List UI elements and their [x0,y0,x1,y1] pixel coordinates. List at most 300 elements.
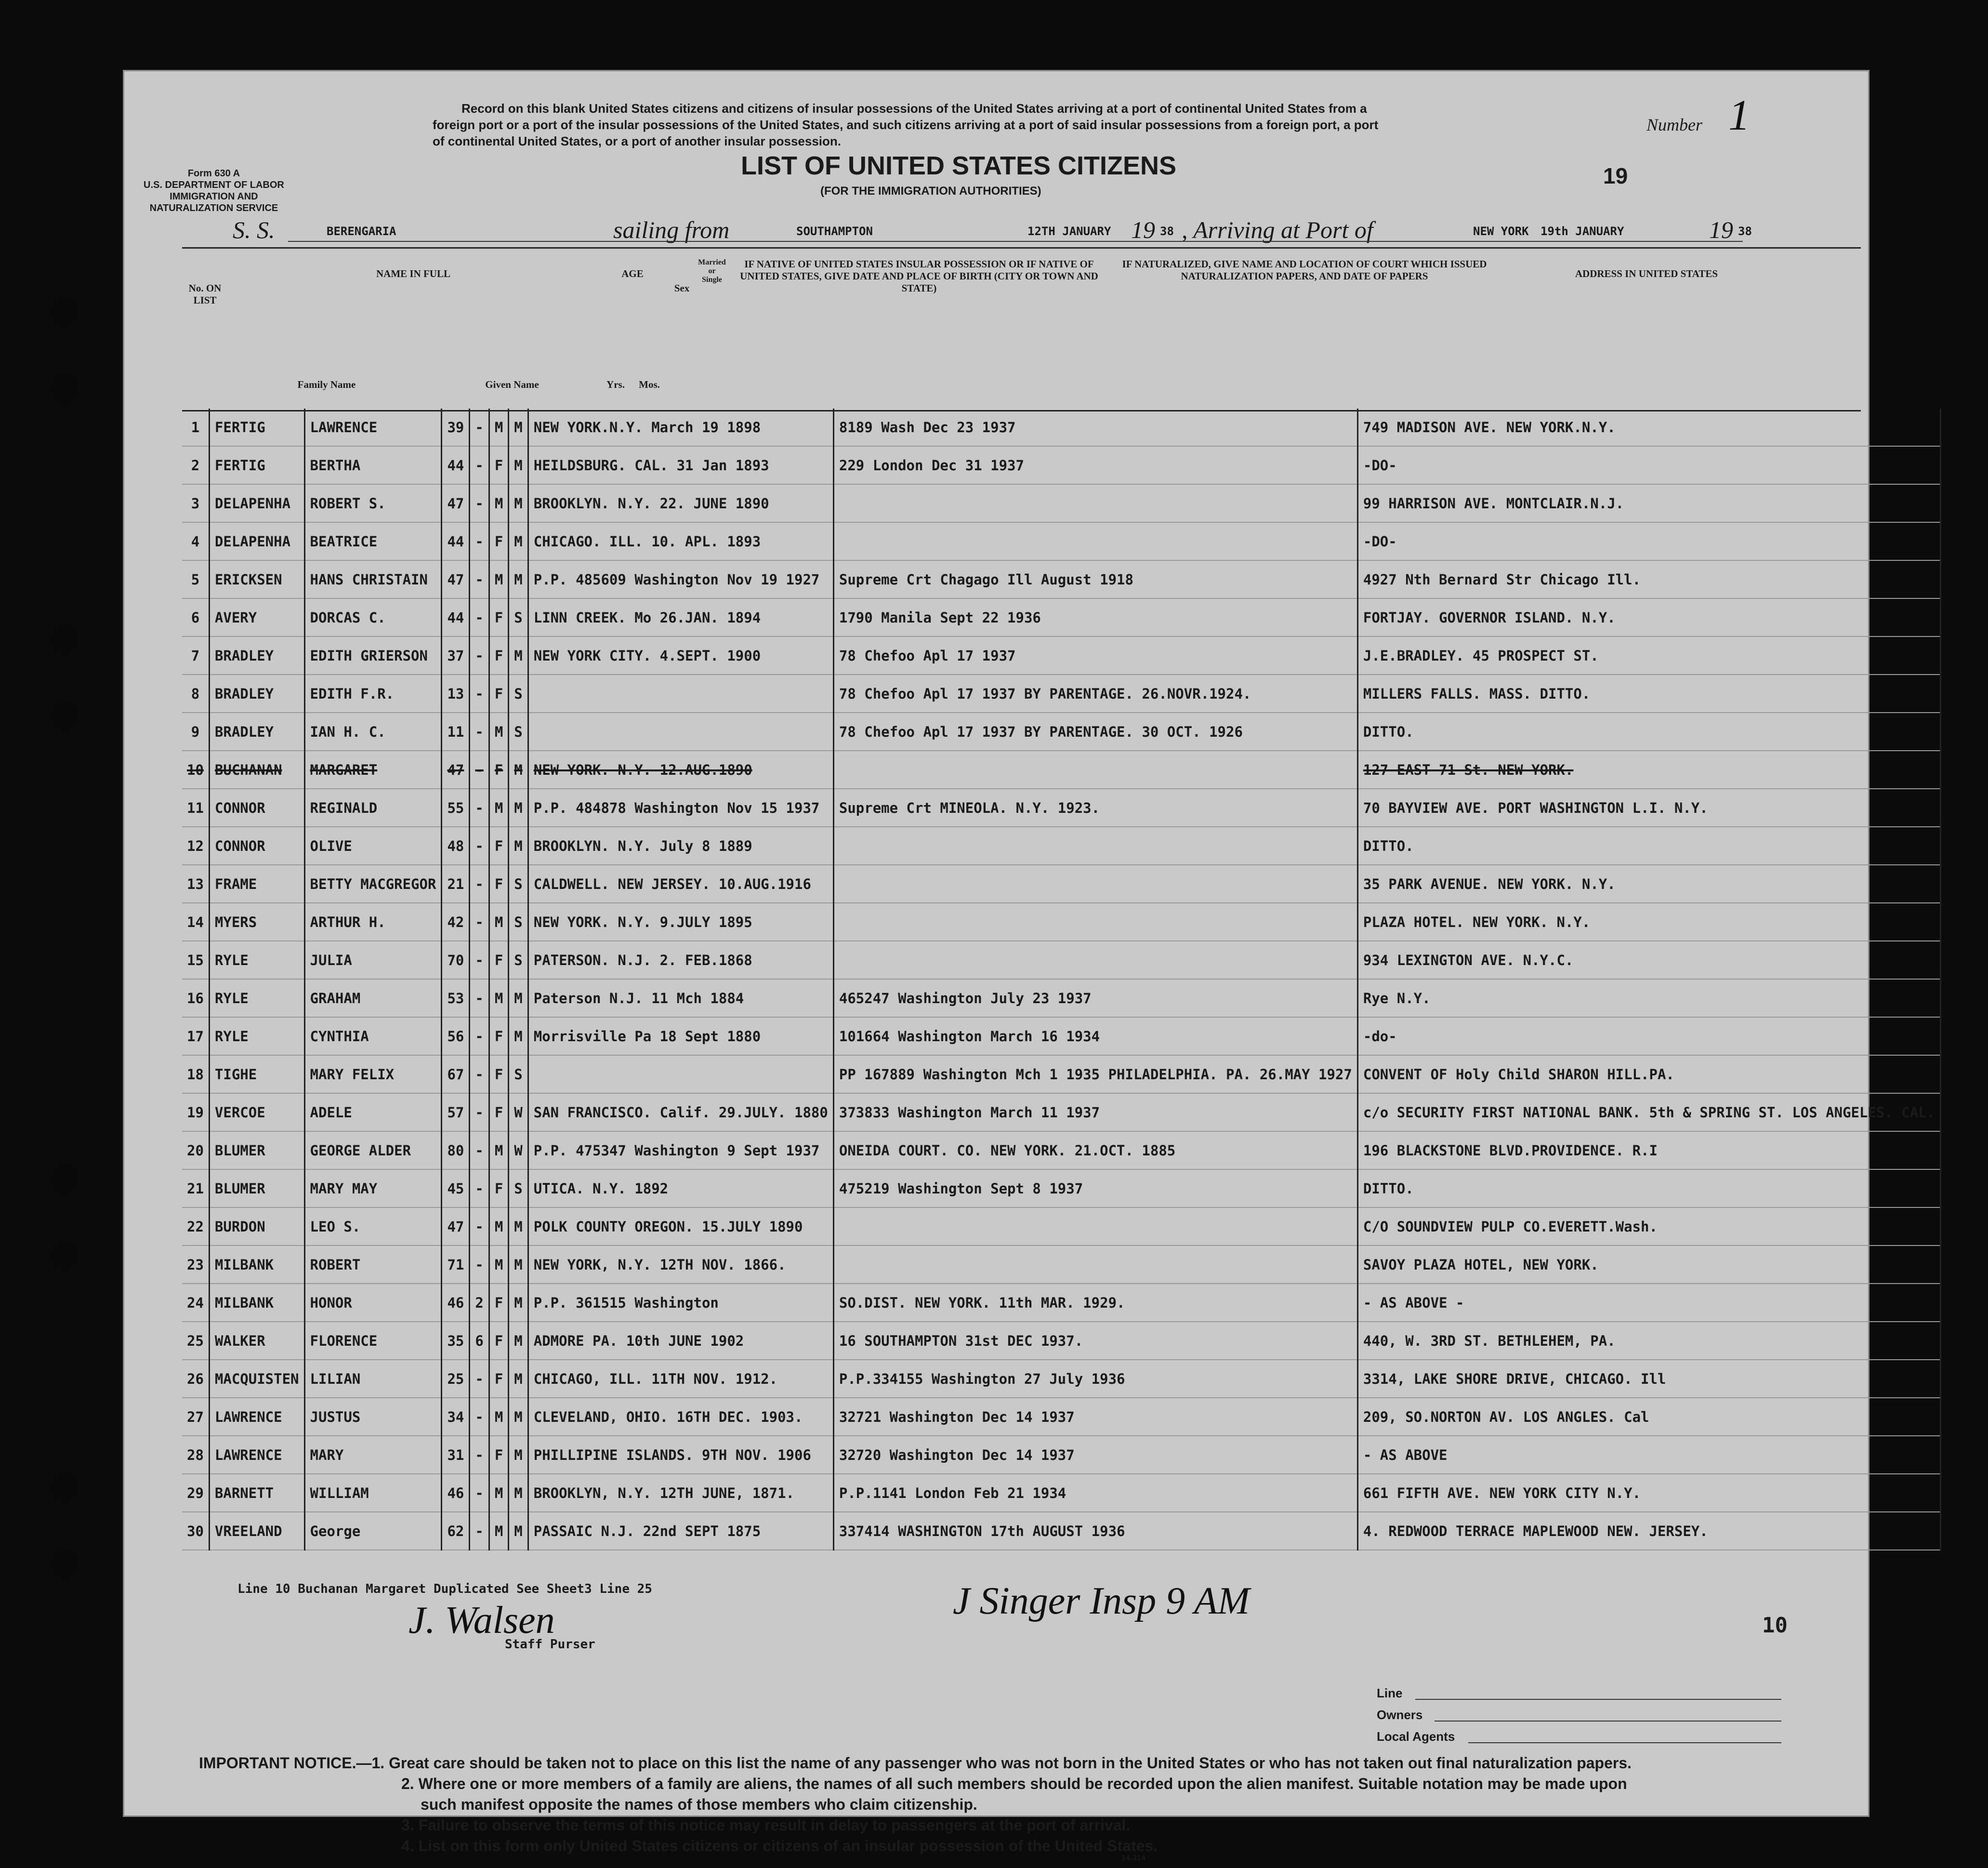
birth-place-date: NEW YORK.N.Y. March 19 1898 [528,409,833,446]
col-age: AGE [621,268,644,279]
family-name: BUCHANAN [209,751,304,789]
col-naturalized: IF NATURALIZED, GIVE NAME AND LOCATION OF COURT WHICH ISSUED NATURALIZATION PAPERS, AND DATE OF PAPERS [1122,258,1487,282]
number-label: Number [1646,115,1702,134]
table-row [182,979,1941,1017]
age-years: 39 [442,409,470,446]
marital-status: S [509,1055,528,1093]
table-row [182,1284,1941,1322]
naturalization [833,1207,1357,1245]
address: -do- [1357,1017,1940,1055]
marital-status: M [509,827,528,865]
address: MILLERS FALLS. MASS. DITTO. [1357,675,1940,713]
row-number: 30 [182,1512,209,1550]
naturalization [833,827,1357,865]
naturalization: 16 SOUTHAMPTON 31st DEC 1937. [833,1322,1357,1360]
marital-status: M [509,409,528,446]
age-months: - [470,941,489,979]
age-months: - [470,522,489,560]
marital-status: M [509,1322,528,1360]
given-name: BETTY MACGREGOR [304,865,442,903]
age-years: 70 [442,941,470,979]
table-row [182,522,1941,560]
age-months: - [470,751,489,789]
footer-note: Line 10 Buchanan Margaret Duplicated See Sheet3 Line 25 [237,1582,652,1596]
age-years: 67 [442,1055,470,1093]
age-years: 42 [442,903,470,941]
row-number: 16 [182,979,209,1017]
table-row [182,1398,1941,1436]
marital-status: M [509,1436,528,1474]
year-to: 38 [1738,225,1752,238]
line-label: Line [1377,1686,1403,1700]
age-years: 44 [442,522,470,560]
naturalization: 32720 Washington Dec 14 1937 [833,1436,1357,1474]
form-header-left [144,168,284,214]
table-row [182,1245,1941,1284]
marital-status: M [509,446,528,484]
row-number: 25 [182,1322,209,1360]
row-number: 21 [182,1169,209,1207]
address: 4. REDWOOD TERRACE MAPLEWOOD NEW. JERSEY. [1357,1512,1940,1550]
age-months: - [470,484,489,522]
sex: M [489,484,508,522]
passenger-table [182,409,1941,1550]
row-number: 2 [182,446,209,484]
age-months: - [470,446,489,484]
row-number: 27 [182,1398,209,1436]
family-name: BRADLEY [209,675,304,713]
age-months: - [470,1398,489,1436]
ss-label: S. S. [233,216,275,243]
table-row [182,789,1941,827]
department-sub: IMMIGRATION AND [170,191,258,202]
table-row [182,675,1941,713]
manifest-sheet [123,70,1935,1862]
given-name: BERTHA [304,446,442,484]
table-row [182,865,1941,903]
row-number: 4 [182,522,209,560]
address: DITTO. [1357,713,1940,751]
birth-place-date: P.P. 475347 Washington 9 Sept 1937 [528,1131,833,1169]
marital-status: S [509,903,528,941]
col-address: ADDRESS IN UNITED STATES [1575,268,1718,279]
age-months: - [470,827,489,865]
given-name: ROBERT [304,1245,442,1284]
sex: M [489,1474,508,1512]
age-years: 48 [442,827,470,865]
birth-place-date: PASSAIC N.J. 22nd SEPT 1875 [528,1512,833,1550]
row-number: 24 [182,1284,209,1322]
table-row [182,560,1941,598]
department: U.S. DEPARTMENT OF LABOR [144,180,284,190]
age-months: - [470,1131,489,1169]
age-months: - [470,979,489,1017]
form-number: Form 630 A [187,168,240,179]
family-name: FERTIG [209,409,304,446]
address: 127 EAST 71 St. NEW YORK. [1357,751,1940,789]
department-sub: NATURALIZATION SERVICE [149,203,278,213]
marital-status: S [509,713,528,751]
age-months: 2 [470,1284,489,1322]
age-months: - [470,409,489,446]
table-row [182,1017,1941,1055]
age-months: - [470,713,489,751]
naturalization: 475219 Washington Sept 8 1937 [833,1169,1357,1207]
birth-place-date: BROOKLYN. N.Y. 22. JUNE 1890 [528,484,833,522]
instructions-line: Record on this blank United States citizens and citizens of insular possessions of the United States arriving at a port of continental United States from a [461,101,1367,116]
naturalization: 337414 WASHINGTON 17th AUGUST 1936 [833,1512,1357,1550]
row-number: 15 [182,941,209,979]
instructions-line: of continental United States, or a port of another insular possession. [433,134,841,148]
marital-status: M [509,751,528,789]
year-prefix: 19 [1709,216,1733,243]
birth-place-date: CALDWELL. NEW JERSEY. 10.AUG.1916 [528,865,833,903]
inspector-signature: J Singer Insp 9 AM [953,1580,1250,1622]
age-years: 47 [442,751,470,789]
instructions [433,100,1378,149]
age-years: 21 [442,865,470,903]
naturalization [833,484,1357,522]
row-number: 10 [182,751,209,789]
sex: F [489,1322,508,1360]
row-number: 9 [182,713,209,751]
family-name: VERCOE [209,1093,304,1131]
marital-status: S [509,598,528,636]
birth-place-date: Paterson N.J. 11 Mch 1884 [528,979,833,1017]
address: c/o SECURITY FIRST NATIONAL BANK. 5th & SPRING ST. LOS ANGELES. CAL. [1357,1093,1940,1131]
age-years: 47 [442,560,470,598]
naturalization: 373833 Washington March 11 1937 [833,1093,1357,1131]
family-name: FRAME [209,865,304,903]
row-number: 8 [182,675,209,713]
purser-signature: J. Walsen [408,1599,555,1642]
naturalization: 32721 Washington Dec 14 1937 [833,1398,1357,1436]
birth-place-date [528,713,833,751]
row-number: 7 [182,636,209,675]
address: J.E.BRADLEY. 45 PROSPECT ST. [1357,636,1940,675]
family-name: RYLE [209,979,304,1017]
sex: M [489,903,508,941]
given-name: LILIAN [304,1360,442,1398]
naturalization: 465247 Washington July 23 1937 [833,979,1357,1017]
given-name: DORCAS C. [304,598,442,636]
year-mark: 19 [1603,163,1628,188]
age-months: - [470,560,489,598]
family-name: DELAPENHA [209,522,304,560]
naturalization: PP 167889 Washington Mch 1 1935 PHILADELPHIA. PA. 26.MAY 1927 [833,1055,1357,1093]
address: CONVENT OF Holy Child SHARON HILL.PA. [1357,1055,1940,1093]
sex: F [489,1055,508,1093]
row-number: 28 [182,1436,209,1474]
notice-item-2-cont: such manifest opposite the names of those members who claim citizenship. [421,1796,977,1813]
family-name: ERICKSEN [209,560,304,598]
age-years: 44 [442,446,470,484]
column-header [182,247,1861,411]
address: 4927 Nth Bernard Str Chicago Ill. [1357,560,1940,598]
family-name: TIGHE [209,1055,304,1093]
col-sex: Sex [674,282,690,294]
row-number: 1 [182,409,209,446]
address: FORTJAY. GOVERNOR ISLAND. N.Y. [1357,598,1940,636]
family-name: MACQUISTEN [209,1360,304,1398]
table-row [182,1512,1941,1550]
age-months: - [470,1207,489,1245]
address: Rye N.Y. [1357,979,1940,1017]
naturalization: 78 Chefoo Apl 17 1937 BY PARENTAGE. 26.NOVR.1924. [833,675,1357,713]
family-name: VREELAND [209,1512,304,1550]
row-number: 26 [182,1360,209,1398]
age-months: - [470,1474,489,1512]
agents-rule [1468,1742,1781,1743]
sex: F [489,446,508,484]
given-name: George [304,1512,442,1550]
birth-place-date: POLK COUNTY OREGON. 15.JULY 1890 [528,1207,833,1245]
sex: F [489,636,508,675]
row-number: 6 [182,598,209,636]
sex: M [489,789,508,827]
marital-status: M [509,979,528,1017]
table-row [182,827,1941,865]
family-name: AVERY [209,598,304,636]
binder-hole [51,371,79,405]
sailing-label: sailing from [613,216,730,243]
naturalization: 8189 Wash Dec 23 1937 [833,409,1357,446]
col-mos: Mos. [639,379,660,390]
address: 749 MADISON AVE. NEW YORK.N.Y. [1357,409,1940,446]
local-agents-label: Local Agents [1377,1729,1455,1744]
age-years: 62 [442,1512,470,1550]
notice-item-3: 3. Failure to observe the terms of this notice may result in delay to passengers at the port of arrival. [401,1816,1131,1834]
address: 99 HARRISON AVE. MONTCLAIR.N.J. [1357,484,1940,522]
table-row [182,484,1941,522]
age-years: 80 [442,1131,470,1169]
sex: F [489,865,508,903]
age-years: 47 [442,1207,470,1245]
age-years: 13 [442,675,470,713]
table-row [182,446,1941,484]
binder-hole [51,294,79,328]
table-row [182,751,1941,789]
birth-place-date: P.P. 485609 Washington Nov 19 1927 [528,560,833,598]
birth-place-date: UTICA. N.Y. 1892 [528,1169,833,1207]
sex: F [489,1093,508,1131]
naturalization: SO.DIST. NEW YORK. 11th MAR. 1929. [833,1284,1357,1322]
address: C/O SOUNDVIEW PULP CO.EVERETT.Wash. [1357,1207,1940,1245]
sex: F [489,941,508,979]
family-name: LAWRENCE [209,1436,304,1474]
family-name: RYLE [209,1017,304,1055]
col-name-in-full: NAME IN FULL [376,268,450,279]
birth-place-date: CHICAGO, ILL. 11TH NOV. 1912. [528,1360,833,1398]
row-number: 3 [182,484,209,522]
marital-status: M [509,1207,528,1245]
given-name: CYNTHIA [304,1017,442,1055]
ship-name: BERENGARIA [327,225,396,238]
table-row [182,636,1941,675]
family-name: DELAPENHA [209,484,304,522]
age-months: - [470,1017,489,1055]
family-name: BRADLEY [209,636,304,675]
age-years: 37 [442,636,470,675]
notice-item-2: 2. Where one or more members of a family are aliens, the names of all such members should be recorded upon the alien manifest. Suitable notation may be made upon [401,1775,1627,1792]
naturalization: ONEIDA COURT. CO. NEW YORK. 21.OCT. 1885 [833,1131,1357,1169]
marital-status: S [509,941,528,979]
notice-item-4: 4. List on this form only United States citizens or citizens of an insular possession of the United States. [401,1837,1158,1855]
binder-hole [51,699,79,732]
birth-place-date: PHILLIPINE ISLANDS. 9TH NOV. 1906 [528,1436,833,1474]
age-years: 31 [442,1436,470,1474]
notice-item-1: Great care should be taken not to place on this list the name of any passenger who was not born in the United States or who has not taken out final naturalization papers. [389,1754,1632,1772]
naturalization [833,941,1357,979]
address: 440, W. 3RD ST. BETHLEHEM, PA. [1357,1322,1940,1360]
sex: F [489,522,508,560]
family-name: MILBANK [209,1284,304,1322]
naturalization: 78 Chefoo Apl 17 1937 [833,636,1357,675]
row-number: 11 [182,789,209,827]
sex: M [489,1207,508,1245]
family-name: BLUMER [209,1131,304,1169]
age-months: - [470,675,489,713]
form-code: 14-314 [1121,1854,1145,1862]
sex: F [489,1360,508,1398]
age-years: 46 [442,1474,470,1512]
age-years: 71 [442,1245,470,1284]
age-months: - [470,1055,489,1093]
owners-label: Owners [1377,1708,1423,1722]
birth-place-date: BROOKLYN. N.Y. July 8 1889 [528,827,833,865]
binder-hole [51,1161,79,1195]
family-name: CONNOR [209,789,304,827]
table-row [182,1474,1941,1512]
row-number: 14 [182,903,209,941]
marital-status: M [509,1512,528,1550]
naturalization [833,865,1357,903]
age-months: - [470,1360,489,1398]
birth-place-date [528,675,833,713]
binder-hole [51,1470,79,1503]
address: DITTO. [1357,1169,1940,1207]
naturalization: 229 London Dec 31 1937 [833,446,1357,484]
address: SAVOY PLAZA HOTEL, NEW YORK. [1357,1245,1940,1284]
binder-hole [51,622,79,655]
age-years: 35 [442,1322,470,1360]
age-years: 53 [442,979,470,1017]
sex: F [489,827,508,865]
family-name: RYLE [209,941,304,979]
age-years: 25 [442,1360,470,1398]
address: -DO- [1357,446,1940,484]
naturalization [833,1245,1357,1284]
sex: F [489,1169,508,1207]
given-name: ARTHUR H. [304,903,442,941]
row-number: 17 [182,1017,209,1055]
year-from: 38 [1160,225,1174,238]
birth-place-date: PATERSON. N.J. 2. FEB.1868 [528,941,833,979]
table-row [182,1322,1941,1360]
birth-place-date: HEILDSBURG. CAL. 31 Jan 1893 [528,446,833,484]
row-number: 13 [182,865,209,903]
age-years: 55 [442,789,470,827]
row-number: 5 [182,560,209,598]
binder-hole [51,1547,79,1580]
birth-place-date: CLEVELAND, OHIO. 16TH DEC. 1903. [528,1398,833,1436]
date-from: 12TH JANUARY [1027,225,1111,238]
given-name: JUSTUS [304,1398,442,1436]
col-family: Family Name [297,379,356,390]
given-name: ROBERT S. [304,484,442,522]
sex: F [489,598,508,636]
marital-status: M [509,789,528,827]
row-number: 20 [182,1131,209,1169]
age-months: - [470,1093,489,1131]
given-name: WILLIAM [304,1474,442,1512]
naturalization: 78 Chefoo Apl 17 1937 BY PARENTAGE. 30 OCT. 1926 [833,713,1357,751]
address: DITTO. [1357,827,1940,865]
family-name: MYERS [209,903,304,941]
given-name: JULIA [304,941,442,979]
line-rule [1415,1699,1781,1700]
given-name: ADELE [304,1093,442,1131]
marital-status: M [509,1284,528,1322]
port-to: NEW YORK [1473,225,1529,238]
age-years: 47 [442,484,470,522]
family-name: WALKER [209,1322,304,1360]
row-number: 29 [182,1474,209,1512]
row-number: 19 [182,1093,209,1131]
sex: M [489,1131,508,1169]
sex: M [489,1245,508,1284]
sex: F [489,751,508,789]
table-row [182,941,1941,979]
sex: F [489,1017,508,1055]
table-row [182,1169,1941,1207]
date-to: 19th JANUARY [1540,225,1624,238]
given-name: MARY MAY [304,1169,442,1207]
age-months: - [470,903,489,941]
address: 661 FIFTH AVE. NEW YORK CITY N.Y. [1357,1474,1940,1512]
marital-status: S [509,675,528,713]
given-name: FLORENCE [304,1322,442,1360]
given-name: HANS CHRISTAIN [304,560,442,598]
marital-status: M [509,1398,528,1436]
sex: M [489,560,508,598]
binder-hole [51,1238,79,1272]
voyage-underline [288,241,1743,242]
sex: M [489,979,508,1017]
page-mark: 10 [1762,1613,1788,1638]
family-name: LAWRENCE [209,1398,304,1436]
age-months: - [470,1436,489,1474]
col-birth: IF NATIVE OF UNITED STATES INSULAR POSSESSION OR IF NATIVE OF UNITED STATES, GIVE DATE AND PLACE OF BIRTH (CITY OR TOWN AND STATE) [740,258,1098,294]
given-name: REGINALD [304,789,442,827]
naturalization: 101664 Washington March 16 1934 [833,1017,1357,1055]
marital-status: M [509,484,528,522]
birth-place-date [528,1055,833,1093]
age-years: 11 [442,713,470,751]
col-yrs: Yrs. [606,379,625,390]
sex: F [489,675,508,713]
marital-status: M [509,560,528,598]
birth-place-date: BROOKLYN, N.Y. 12TH JUNE, 1871. [528,1474,833,1512]
table-row [182,409,1941,446]
age-years: 44 [442,598,470,636]
birth-place-date: P.P. 361515 Washington [528,1284,833,1322]
naturalization: 1790 Manila Sept 22 1936 [833,598,1357,636]
instructions-line: foreign port or a port of the insular possessions of the United States, and such citizens arriving at a port of said insular possessions from a foreign port, a port [433,118,1379,132]
family-name: BARNETT [209,1474,304,1512]
naturalization: P.P.1141 London Feb 21 1934 [833,1474,1357,1512]
birth-place-date: NEW YORK. N.Y. 9.JULY 1895 [528,903,833,941]
